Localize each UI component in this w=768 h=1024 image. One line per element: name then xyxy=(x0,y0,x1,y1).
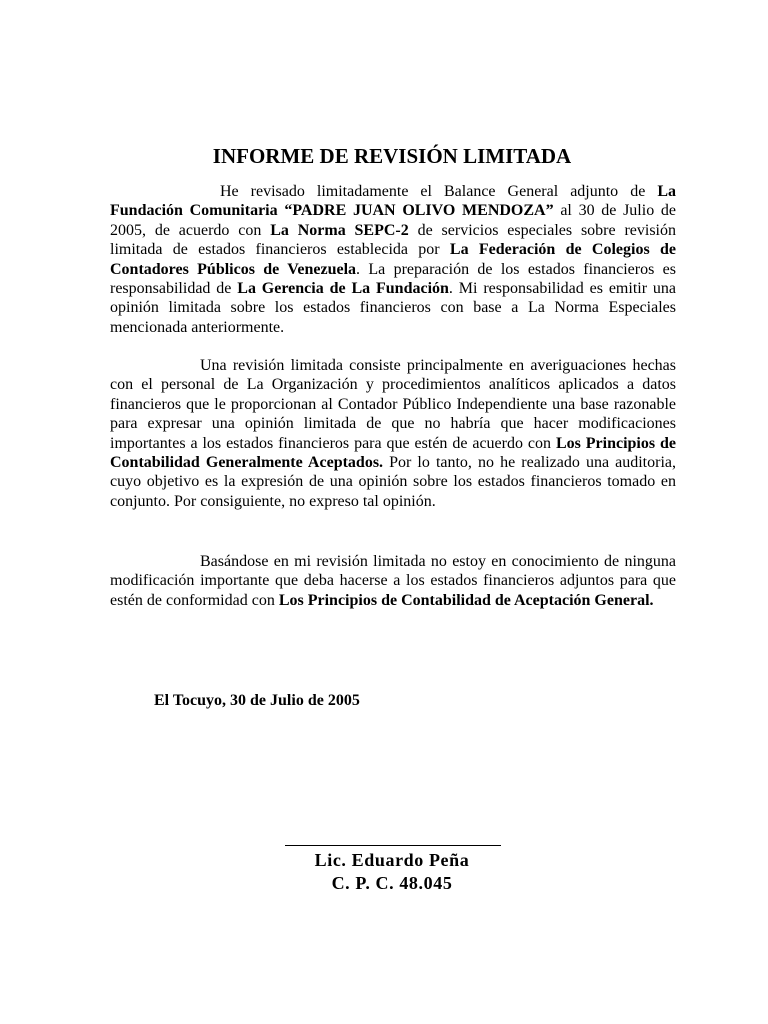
signatory-registration: C. P. C. 48.045 xyxy=(331,873,453,893)
paragraph-3 xyxy=(110,552,676,610)
paragraph-2 xyxy=(110,356,676,511)
paragraph-bold-text: La Gerencia de La Fundación xyxy=(237,280,449,298)
signature-line xyxy=(285,845,501,846)
paragraph-text: Por lo tanto, no he realizado una auditoria, cuyo objetivo es la expresión de una opinión sobre los estados financieros tomado en conjunto. Por consiguiente, no expreso tal opinión. xyxy=(110,454,677,510)
paragraph-bold-text: La Fundación Comunitaria “PADRE JUAN OLIVO MENDOZA” xyxy=(110,183,676,220)
paragraph-text: Una revisión limitada consiste principalmente en averiguaciones hechas con el personal de La Organización y procedimientos analíticos aplicados a datos financieros que le proporcionan al Contador Público Independiente una base razonable para expresar una opinión limitada de que no habría que hacer modificaciones importantes a los estados financieros para que estén de acuerdo con xyxy=(110,357,676,452)
signatory-name: Lic. Eduardo Peña xyxy=(314,850,470,870)
paragraph-text: Basándose en mi revisión limitada no estoy en conocimiento de ninguna modificación importante que deba hacerse a los estados financieros adjuntos para que estén de conformidad con xyxy=(110,553,676,609)
paragraph-text: . Mi responsabilidad es emitir una opinión limitada sobre los estados financieros con base a La Norma Especiales mencionada anteriormente. xyxy=(110,280,677,336)
paragraph-1 xyxy=(110,182,676,337)
document-title: INFORME DE REVISIÓN LIMITADA xyxy=(212,144,572,168)
paragraph-text: de servicios especiales sobre revisión limitada de estados financieros establecida por xyxy=(110,221,676,259)
paragraph-bold-text: Los Principios de Contabilidad de Aceptación General. xyxy=(278,591,654,609)
paragraph-text: . La preparación de los estados financieros es responsabilidad de xyxy=(110,260,676,298)
paragraph-bold-text: Los Principios de Contabilidad Generalmente Aceptados. xyxy=(110,434,677,472)
paragraph-text: He revisado limitadamente el Balance General adjunto de xyxy=(220,183,658,200)
place-and-date: El Tocuyo, 30 de Julio de 2005 xyxy=(154,692,360,709)
paragraph-bold-text: La Federación de Colegios de Contadores Públicos de Venezuela xyxy=(110,241,676,278)
paragraph-text: al 30 de Julio de 2005, de acuerdo con xyxy=(110,202,677,239)
paragraph-bold-text: La Norma SEPC-2 xyxy=(270,221,409,239)
